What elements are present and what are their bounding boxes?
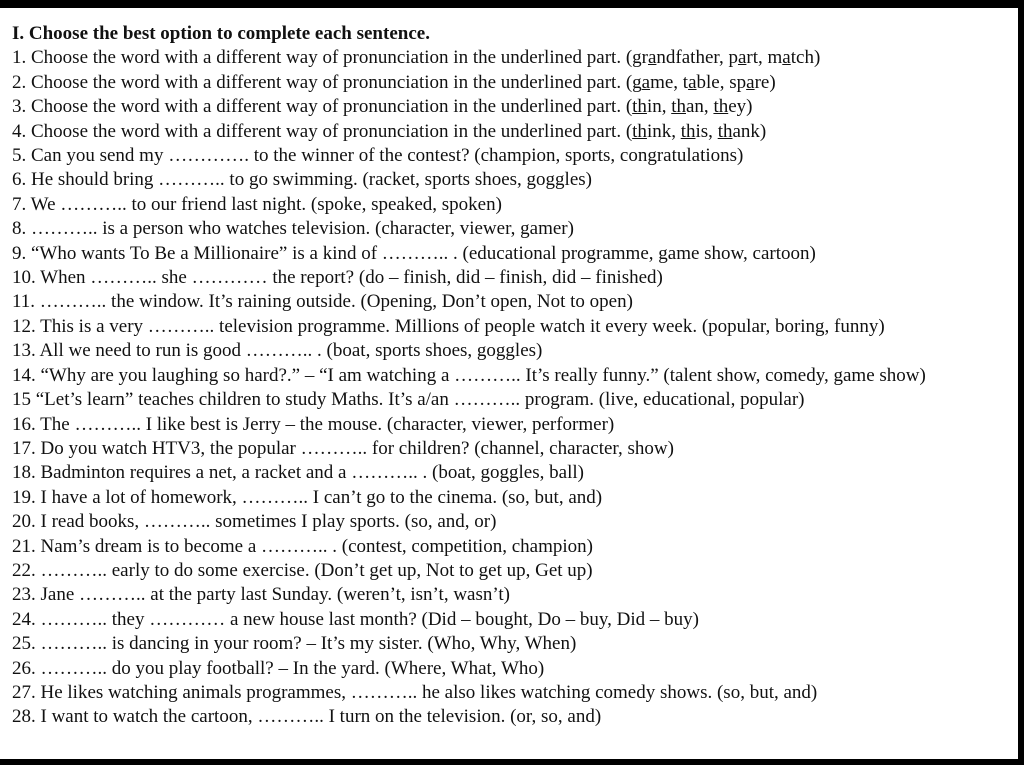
underlined-letters: th — [671, 96, 686, 118]
question-item — [12, 71, 1018, 95]
question-text: 8. ……….. is a person who watches television. (character, viewer, gamer) — [12, 218, 574, 240]
underlined-letters: a — [746, 71, 755, 93]
question-item — [12, 266, 1018, 290]
question-text: 20. I read books, ……….. sometimes I play sports. (so, and, or) — [12, 511, 497, 533]
question-text: 12. This is a very ……….. television programme. Millions of people watch it every week. (popular, boring, funny) — [12, 315, 885, 337]
question-text: 17. Do you watch HTV3, the popular ……….. for children? (channel, character, show) — [12, 437, 674, 459]
question-text: 9. “Who wants To Be a Millionaire” is a kind of ……….. . (educational programme, game show, cartoon) — [12, 242, 816, 264]
question-text: 6. He should bring ……….. to go swimming. (racket, sports shoes, goggles) — [12, 169, 592, 191]
question-text: 10. When ……….. she ………… the report? (do – finish, did – finish, did – finished) — [12, 267, 663, 289]
question-text: ble, sp — [696, 71, 747, 93]
question-text: rt, m — [746, 47, 783, 69]
question-text: ey) — [728, 96, 753, 118]
underlined-letters: th — [680, 120, 696, 142]
question-list — [12, 46, 1018, 729]
question-item — [12, 217, 1018, 241]
question-text: 26. ……….. do you play football? – In the yard. (Where, What, Who) — [12, 657, 545, 679]
question-text: ank) — [732, 120, 767, 142]
question-text: 11. ……….. the window. It’s raining outside. (Opening, Don’t open, Not to open) — [12, 291, 633, 313]
question-item — [12, 364, 1002, 388]
question-item — [12, 681, 1018, 705]
underlined-letters: a — [782, 47, 791, 69]
question-text: 2. Choose the word with a different way of pronunciation in the underlined part. (g — [12, 71, 642, 93]
question-text: re) — [754, 71, 776, 93]
question-text: 23. Jane ……….. at the party last Sunday. (weren’t, isn’t, wasn’t) — [12, 584, 510, 606]
question-text: is, — [695, 120, 718, 142]
underlined-letters: a — [688, 71, 697, 93]
question-text: 15 “Let’s learn” teaches children to study Maths. It’s a/an ……….. program. (live, educational, popular) — [12, 389, 805, 411]
underlined-letters: a — [641, 71, 651, 93]
question-item — [12, 535, 1018, 559]
question-text: 19. I have a lot of homework, ……….. I can’t go to the cinema. (so, but, and) — [12, 486, 603, 508]
question-item — [12, 95, 1018, 119]
question-text: 24. ……….. they ………… a new house last month? (Did – bought, Do – buy, Did – buy) — [12, 608, 699, 630]
worksheet-page — [0, 8, 1018, 759]
question-text: 27. He likes watching animals programmes, ……….. he also likes watching comedy shows. (so, but, and) — [12, 681, 818, 703]
question-text: 3. Choose the word with a different way of pronunciation in the underlined part. ( — [12, 96, 633, 118]
question-item — [12, 437, 1018, 461]
question-item — [12, 461, 1018, 485]
question-text: 5. Can you send my …………. to the winner of the contest? (champion, sports, congratulations) — [12, 145, 744, 167]
question-text: 7. We ……….. to our friend last night. (spoke, speaked, spoken) — [12, 193, 502, 215]
question-text: ndfather, p — [656, 47, 738, 69]
question-text: me, t — [650, 71, 689, 93]
question-text: ink, — [646, 120, 681, 142]
question-text: 18. Badminton requires a net, a racket and a ……….. . (boat, goggles, ball) — [12, 462, 584, 484]
question-item — [12, 632, 1018, 656]
question-text: an, — [686, 96, 714, 118]
question-item — [12, 583, 1018, 607]
question-item — [12, 413, 1018, 437]
worksheet-content — [0, 8, 1018, 730]
question-item — [12, 168, 1018, 192]
question-item — [12, 705, 1018, 729]
question-text: tch) — [790, 47, 821, 69]
underlined-letters: th — [713, 96, 729, 118]
question-item — [12, 339, 1018, 363]
question-item — [12, 290, 1018, 314]
question-item — [12, 559, 1018, 583]
question-text: 21. Nam’s dream is to become a ……….. . (contest, competition, champion) — [12, 535, 593, 557]
question-text: 13. All we need to run is good ……….. . (boat, sports shoes, goggles) — [12, 340, 543, 362]
question-item — [12, 46, 1018, 70]
question-item — [12, 144, 1018, 168]
question-item — [12, 242, 1018, 266]
section-heading: I. Choose the best option to complete each sentence. — [12, 23, 430, 44]
question-item — [12, 657, 1018, 681]
question-text: 28. I want to watch the cartoon, ……….. I turn on the television. (or, so, and) — [12, 706, 602, 728]
question-text: 4. Choose the word with a different way of pronunciation in the underlined part. ( — [12, 120, 633, 142]
question-item — [12, 315, 1018, 339]
question-item — [12, 193, 1018, 217]
question-text: 25. ……….. is dancing in your room? – It’s my sister. (Who, Why, When) — [12, 633, 577, 655]
underlined-letters: th — [632, 96, 647, 118]
question-text: in, — [646, 96, 672, 118]
underlined-letters: th — [717, 120, 733, 142]
question-text: 16. The ……….. I like best is Jerry – the mouse. (character, viewer, performer) — [12, 413, 615, 435]
question-text: 22. ……….. early to do some exercise. (Don’t get up, Not to get up, Get up) — [12, 559, 593, 581]
question-item — [12, 510, 1018, 534]
question-item — [12, 120, 1018, 144]
underlined-letters: a — [737, 47, 747, 69]
underlined-letters: a — [647, 47, 657, 69]
underlined-letters: th — [632, 120, 647, 142]
question-item — [12, 388, 1018, 412]
question-text: 14. “Why are you laughing so hard?.” – “I am watching a ……….. It’s really funny.” (talent show, comedy, game show) — [12, 364, 926, 386]
question-item — [12, 486, 1018, 510]
question-item — [12, 608, 1018, 632]
question-text: 1. Choose the word with a different way of pronunciation in the underlined part. (gr — [12, 47, 648, 69]
